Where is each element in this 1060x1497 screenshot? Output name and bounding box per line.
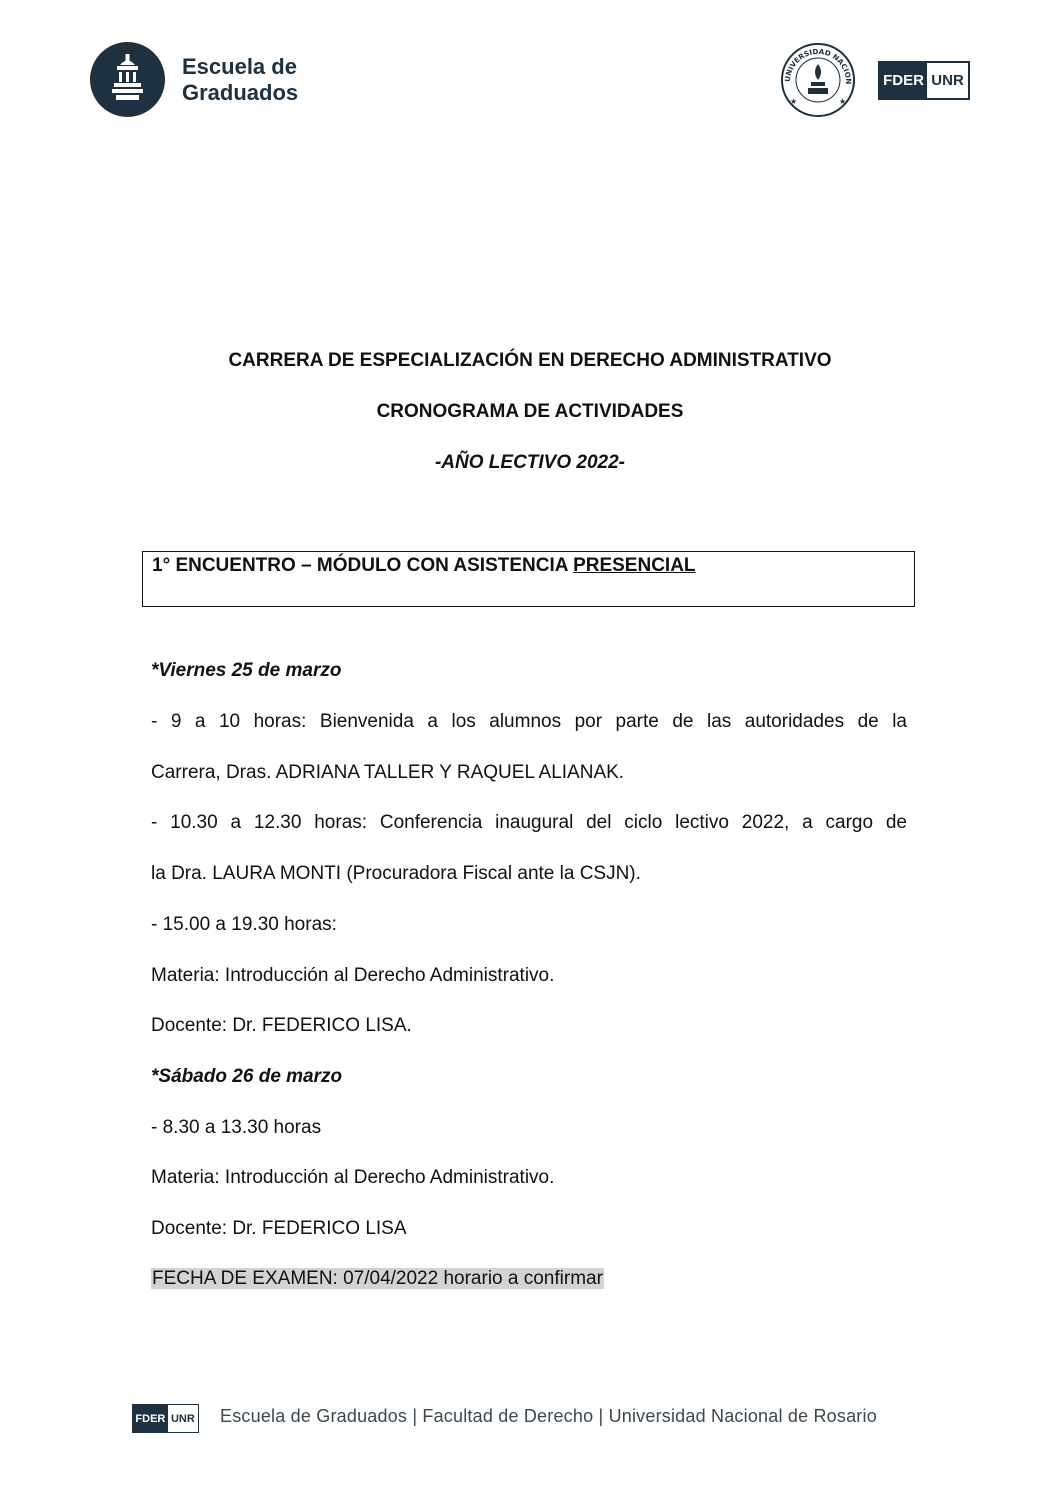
day1-heading: *Viernes 25 de marzo [151,660,342,681]
module-label: 1° ENCUENTRO – MÓDULO CON ASISTENCIA [152,555,568,576]
career-title: CARRERA DE ESPECIALIZACIÓN EN DERECHO ADMINISTRATIVO [228,350,832,371]
schedule-title: CRONOGRAMA DE ACTIVIDADES [376,401,684,422]
module-mode: PRESENCIAL [573,555,696,576]
svg-text:★: ★ [790,97,798,106]
footer-fder-unr-badge [132,1404,199,1433]
badge-unr: UNR [927,63,968,98]
day1-conference-line2: la Dra. LAURA MONTI (Procuradora Fiscal ante la CSJN). [151,863,641,884]
badge-fder: FDER [880,63,927,98]
day1-welcome-line1: - 9 a 10 horas: Bienvenida a los alumnos por parte de las autoridades de la [151,711,907,732]
exam-date-highlight: FECHA DE EXAMEN: 07/04/2022 horario a confirmar [152,1268,603,1289]
footer-badge-unr: UNR [168,1405,198,1432]
svg-text:UNIVERSIDAD NACIONAL DE ROSARI [778,42,853,84]
university-seal [778,42,858,118]
escuela-graduados-logo [90,42,320,118]
module-heading-box [142,551,915,607]
school-name-line1: Escuela de [182,54,297,79]
footer-badge-fder: FDER [133,1405,168,1432]
footer-text: Escuela de Graduados | Facultad de Derecho | Universidad Nacional de Rosario [220,1406,877,1426]
year-title: -AÑO LECTIVO 2022- [434,452,626,473]
day2-heading: *Sábado 26 de marzo [151,1066,343,1087]
fder-unr-badge [878,61,970,100]
day1-conference-line1: - 10.30 a 12.30 horas: Conferencia inaugural del ciclo lectivo 2022, a cargo de [151,812,907,833]
school-name [182,54,298,106]
day1-teacher: Docente: Dr. FEDERICO LISA. [151,1015,412,1036]
svg-text:★: ★ [839,97,847,106]
day1-afternoon-time: - 15.00 a 19.30 horas: [151,914,337,935]
day2-teacher: Docente: Dr. FEDERICO LISA [151,1218,407,1239]
day1-welcome-line2: Carrera, Dras. ADRIANA TALLER Y RAQUEL ALIANAK. [151,762,625,783]
building-dome-icon [90,42,165,117]
day2-subject: Materia: Introducción al Derecho Administrativo. [151,1167,555,1188]
school-name-line2: Graduados [182,80,299,105]
day2-time: - 8.30 a 13.30 horas [151,1117,322,1138]
seal-text: UNIVERSIDAD NACION [782,46,854,85]
day1-subject: Materia: Introducción al Derecho Administrativo. [151,965,555,986]
exam-date-line [151,1268,604,1290]
